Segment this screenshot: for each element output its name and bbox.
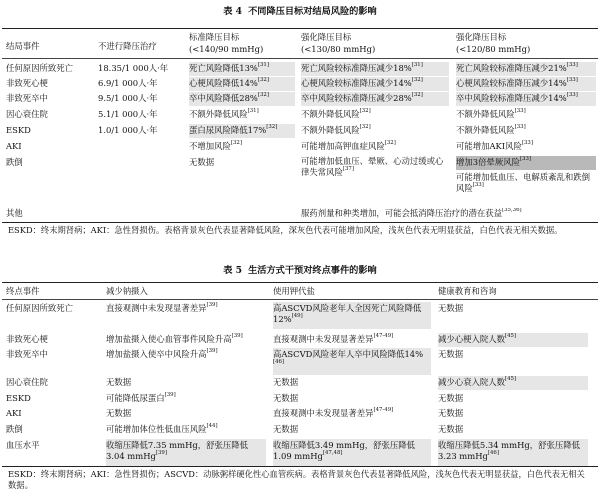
- t5-row-event-text: 非致死心梗: [6, 334, 48, 344]
- t5-row-education-text: 无数据: [438, 408, 464, 418]
- t5-row-education-text: 收缩压降低5.34 mmHg，舒张压降低3.23 mmHg: [438, 440, 580, 461]
- t4-row-intensive120-text: 不额外降低风险: [456, 125, 515, 135]
- t4-row-event-text: 跌倒: [6, 157, 23, 167]
- t5-row-potassium-text: 无数据: [273, 377, 299, 387]
- t5-header-potassium: 使用钾代盐: [273, 286, 315, 296]
- t5-row-event: [6, 393, 31, 404]
- t4-row-intensive120-text: 可能增加AKI风险: [456, 141, 522, 151]
- t4-row-event-text: AKI: [6, 141, 22, 151]
- t4-row-intensive120-text: 死亡风险较标准降压减少21%: [456, 63, 567, 73]
- t4-row-none: [98, 78, 158, 89]
- t5-row-salt-text: 可能增加体位性低血压风险: [106, 424, 207, 434]
- t4-header-intensive130: 强化降压目标: [301, 32, 352, 42]
- t4-row-intensive130-ref: [32]: [359, 108, 371, 114]
- t5-row-event: [6, 408, 22, 419]
- t5-row-event: [6, 377, 48, 388]
- t4-row-intensive130-text: 心梗风险较标准降压减少14%: [301, 78, 412, 88]
- t5-row-potassium-text: 收缩压降低3.49 mmHg，舒张压降低1.09 mmHg: [273, 440, 415, 461]
- t5-row-education-ref: [45]: [505, 333, 517, 339]
- t4-row-standard: [189, 156, 295, 170]
- t4-row-standard: [189, 108, 295, 122]
- t5-row-potassium: [273, 333, 431, 347]
- t5-row-event: [6, 334, 48, 345]
- t4-row-none-text: 6.9/1 000人·年: [98, 78, 158, 88]
- t5-row-event: [6, 349, 48, 360]
- t5-row-event: [6, 440, 40, 451]
- t5-row-salt: [106, 439, 266, 466]
- t5-row-education-text: 无数据: [438, 349, 464, 359]
- t5-row-salt: [106, 392, 266, 406]
- t4-row-intensive130-ref: [32]: [384, 140, 396, 146]
- t4-row-intensive120b-ref: [33]: [472, 181, 484, 188]
- t4-row-standard-ref: [31]: [247, 108, 259, 114]
- t5-row-potassium-ref: [47,48]: [322, 449, 343, 456]
- t4-row-standard: [189, 92, 295, 106]
- t5-row-event-text: 任何原因所致死亡: [6, 303, 73, 313]
- t4-row-event-text: ESKD: [6, 125, 31, 135]
- t5-row-education-ref: [46]: [487, 449, 499, 456]
- t5-row-salt: [106, 423, 266, 437]
- t5-row-potassium-ref: [47-49]: [373, 407, 394, 413]
- t5-row-salt: [106, 376, 266, 390]
- t5-row-potassium: [273, 376, 431, 390]
- t4-row-standard: [189, 140, 295, 154]
- t5-row-education: [438, 439, 588, 466]
- t4-row-intensive120-ref: [33]: [566, 62, 578, 68]
- t5-row-salt-ref: [44]: [206, 423, 218, 429]
- t4-row-none-text: 9.5/1 000人·年: [98, 93, 158, 103]
- t5-row-salt: [106, 302, 266, 316]
- t5-row-event-text: AKI: [6, 408, 22, 418]
- t4-row-intensive130-ref: [31]: [411, 62, 423, 68]
- t5-row-salt-text: 无数据: [106, 408, 132, 418]
- t4-row-intensive120: [456, 108, 596, 122]
- table4-number: 表 4: [223, 6, 243, 17]
- t4-header-event: 结局事件: [6, 41, 40, 51]
- t4-row-intensive130: [301, 140, 449, 154]
- t5-row-salt-text: 增加盐摄入使卒中风险升高: [106, 349, 207, 359]
- t4-row-event-text: 因心衰住院: [6, 109, 48, 119]
- t5-row-event: [6, 424, 23, 435]
- t4-row-intensive130: [301, 156, 449, 182]
- t5-row-potassium: [273, 302, 431, 329]
- t4-row-none-text: 5.1/1 000人·年: [98, 109, 158, 119]
- t4-row-event: [6, 78, 48, 89]
- t4-row-intensive130: [301, 124, 449, 138]
- t4-row-standard-ref: [32]: [257, 77, 269, 83]
- t4-row-event: [6, 93, 48, 104]
- table4-title: 不同降压目标对结局风险的影响: [248, 6, 377, 17]
- t4-row-standard-ref: [32]: [257, 92, 269, 98]
- t4-row-intensive120-ref: [33]: [514, 124, 526, 130]
- t4-header-intensive120: 强化降压目标: [456, 32, 507, 42]
- t4-row-intensive120-ref: [33]: [514, 108, 526, 114]
- t5-row-salt-text: 收缩压降低7.35 mmHg，舒张压降低3.04 mmHg: [106, 440, 248, 461]
- t5-row-salt-ref: [39]: [164, 392, 176, 398]
- t5-row-potassium-text: 无数据: [273, 393, 299, 403]
- t5-row-potassium: [273, 439, 431, 466]
- t5-row-salt-ref: [39]: [206, 302, 218, 308]
- t4-row-intensive120-ref: [33]: [521, 140, 533, 146]
- t5-row-education-text: 减少心梗入院人数: [438, 334, 505, 344]
- t4-row-standard: [189, 77, 295, 91]
- t5-row-salt-text: 无数据: [106, 377, 132, 387]
- t4-row-intensive130-text: 可能增加低血压、晕厥、心动过缓或心律失常风险: [301, 156, 444, 177]
- t5-row-education-text: 无数据: [438, 303, 464, 313]
- t4-header-intensive120-sub: (<120/80 mmHg): [456, 44, 531, 54]
- t4-row-event: [6, 63, 73, 74]
- t4-row-intensive120-ref: [33]: [566, 77, 578, 83]
- t4-row-standard-text: 心梗风险降低14%: [189, 78, 258, 88]
- table5-number: 表 5: [223, 265, 243, 276]
- t4-row-none: [98, 63, 168, 74]
- t4-row-intensive130: [301, 62, 449, 76]
- t5-row-event-text: 血压水平: [6, 440, 40, 450]
- t5-row-potassium-text: 高ASCVD风险老年人卒中风险降低14%: [273, 349, 424, 359]
- t5-header-education: 健康教育和咨询: [438, 286, 497, 296]
- t5-row-salt-ref: [39]: [206, 348, 218, 354]
- t4-header-standard-sub: (<140/90 mmHg): [189, 44, 264, 54]
- t4-row-intensive130-text: 可能增加高钾血症风险: [301, 141, 385, 151]
- table4-caption: [0, 6, 600, 18]
- t4-row-intensive130-ref: [37]: [342, 165, 354, 172]
- t5-row-potassium-text: 直接观测中未发现显著差异: [273, 408, 374, 418]
- table4-bottom-rule: [2, 222, 598, 223]
- t5-row-event: [6, 303, 73, 314]
- t5-row-potassium-text: 高ASCVD风险老年人全因死亡风险降低12%: [273, 303, 422, 324]
- t4-row-intensive130-text: 不额外降低风险: [301, 109, 360, 119]
- t5-row-education: [438, 348, 588, 362]
- t4-header-standard: 标准降压目标: [189, 32, 240, 42]
- t5-row-event-text: ESKD: [6, 393, 31, 403]
- t5-row-salt-ref: [39]: [231, 333, 243, 339]
- t4-row-standard-ref: [31]: [257, 62, 269, 68]
- t4-row-intensive130-text: 不额外降低风险: [301, 125, 360, 135]
- table5-caption: [0, 265, 600, 277]
- t4-row-intensive120: [456, 156, 596, 170]
- t4-row-intensive120: [456, 124, 596, 138]
- t5-row-potassium: [273, 423, 431, 437]
- t4-row-standard-ref: [32]: [230, 140, 242, 146]
- t4-row-other-text-ref: [35,36]: [502, 208, 522, 213]
- t5-row-education-text: 无数据: [438, 424, 464, 434]
- t4-row-intensive130-text: 卒中风险较标准降压减少28%: [301, 93, 412, 103]
- t5-row-education: [438, 333, 588, 347]
- t5-row-potassium: [273, 348, 431, 375]
- t5-row-potassium-ref: [46]: [273, 358, 285, 365]
- t5-row-event-text: 非致死卒中: [6, 349, 48, 359]
- t4-row-intensive130-ref: [32]: [411, 77, 423, 83]
- t4-row-event: [6, 141, 22, 152]
- t5-row-potassium-text: 无数据: [273, 424, 299, 434]
- t5-row-education: [438, 376, 588, 390]
- t4-row-standard-text: 不增加风险: [189, 141, 231, 151]
- t4-row-intensive120-text: 不额外降低风险: [456, 109, 515, 119]
- t5-row-potassium-ref: [49]: [291, 312, 303, 319]
- t5-row-education: [438, 392, 588, 406]
- table5-note: ESKD：终末期肾病；AKI：急性肾损伤；ASCVD：动脉粥样硬化性心血管疾病。表格背景灰色代表显著降低风险，浅灰色代表无明显获益，白色代表无相关数据。: [8, 469, 585, 491]
- t4-row-standard: [189, 62, 295, 76]
- t4-row-intensive130: [301, 108, 449, 122]
- t4-row-other-event-text: 其他: [6, 208, 23, 218]
- t4-row-intensive120-text: 卒中风险较标准降压减少14%: [456, 93, 567, 103]
- t4-row-intensive130-text: 死亡风险较标准降压减少18%: [301, 63, 412, 73]
- t4-row-other-text: [301, 208, 597, 219]
- t4-row-none-text: 18.35/1 000人·年: [98, 63, 169, 73]
- t4-header-intensive130-sub: (<130/80 mmHg): [301, 44, 376, 54]
- t4-row-other-event: [6, 208, 23, 219]
- t5-row-event-text: 跌倒: [6, 424, 23, 434]
- t4-row-standard-ref: [32]: [266, 124, 278, 130]
- t4-row-event-text: 任何原因所致死亡: [6, 63, 73, 73]
- table4-note: ESKD：终末期肾病；AKI：急性肾损伤。表格背景灰色代表显著降低风险，深灰色代表可能增加风险，浅灰色代表无明显获益，白色代表无相关数据。: [8, 225, 563, 235]
- t5-row-salt: [106, 407, 266, 421]
- t5-row-salt-text: 直接观测中未发现显著差异: [106, 303, 207, 313]
- t4-row-none: [98, 109, 158, 120]
- t4-row-event: [6, 157, 23, 168]
- t4-row-intensive120-ref: [33]: [566, 92, 578, 98]
- t5-row-potassium-ref: [47-49]: [373, 333, 394, 339]
- t5-row-potassium-text: 直接观测中未发现显著差异: [273, 334, 374, 344]
- t5-row-salt-ref: [39]: [155, 449, 167, 456]
- t4-row-intensive130-ref: [32]: [359, 124, 371, 130]
- t4-row-intensive120b-text: 可能增加低血压、电解质紊乱和跌倒风险: [456, 172, 590, 193]
- t5-row-education: [438, 407, 588, 421]
- table5-header-rule: [2, 299, 598, 300]
- t4-header-none: 不进行降压治疗: [98, 41, 157, 51]
- table4-header-rule: [2, 58, 598, 59]
- t4-row-standard-text: 死亡风险降低13%: [189, 63, 258, 73]
- t5-row-education-text: 无数据: [438, 393, 464, 403]
- t5-row-education-ref: [45]: [505, 376, 517, 382]
- t4-row-intensive120-ref: [33]: [519, 156, 532, 162]
- table5-top-rule: [2, 282, 598, 283]
- t4-row-intensive130: [301, 92, 449, 106]
- table5-title: 生活方式干预对终点事件的影响: [248, 265, 377, 276]
- t5-row-salt-text: 增加盐摄入使心血管事件风险升高: [106, 334, 232, 344]
- t4-row-none: [98, 125, 158, 136]
- t4-row-intensive120: [456, 140, 596, 154]
- t5-header-salt: 减少钠摄入: [106, 286, 148, 296]
- t5-row-education: [438, 302, 588, 316]
- t4-row-none: [98, 93, 158, 104]
- t4-row-other-text-text: 服药剂量和种类增加，可能会抵消降压治疗的潜在获益: [301, 208, 502, 218]
- t4-row-standard-text: 不额外降低风险: [189, 109, 248, 119]
- table5-bottom-rule: [2, 466, 598, 467]
- t5-row-education-text: 减少心衰入院人数: [438, 377, 505, 387]
- t5-row-potassium: [273, 392, 431, 406]
- t4-row-none-text: 1.0/1 000人·年: [98, 125, 158, 135]
- t4-row-event: [6, 109, 48, 120]
- t4-row-event: [6, 125, 31, 136]
- t4-row-intensive130-ref: [32]: [411, 92, 423, 98]
- t4-row-event-text: 非致死卒中: [6, 93, 48, 103]
- t4-row-intensive120: [456, 92, 596, 106]
- t4-row-intensive120: [456, 62, 596, 76]
- t4-row-standard-text: 无数据: [189, 157, 215, 167]
- t5-row-salt: [106, 348, 266, 362]
- t5-row-salt: [106, 333, 266, 347]
- t4-row-event-text: 非致死心梗: [6, 78, 48, 88]
- t4-row-intensive130: [301, 77, 449, 91]
- table4-top-rule: [2, 28, 598, 29]
- t4-row-intensive120-text: 心梗风险较标准降压减少14%: [456, 78, 567, 88]
- t5-row-salt-text: 可能降低尿蛋白: [106, 393, 165, 403]
- t4-row-intensive120-text: 增加3倍晕厥风险: [456, 157, 520, 167]
- t4-row-intensive120: [456, 77, 596, 91]
- t5-header-event: 终点事件: [6, 286, 40, 296]
- t5-row-event-text: 因心衰住院: [6, 377, 48, 387]
- t4-row-standard-text: 卒中风险降低28%: [189, 93, 258, 103]
- t4-row-standard: [189, 124, 295, 138]
- t5-row-education: [438, 423, 588, 437]
- t5-row-potassium: [273, 407, 431, 421]
- t4-row-intensive120b: [456, 172, 594, 198]
- t4-row-standard-text: 蛋白尿风险降低17%: [189, 125, 267, 135]
